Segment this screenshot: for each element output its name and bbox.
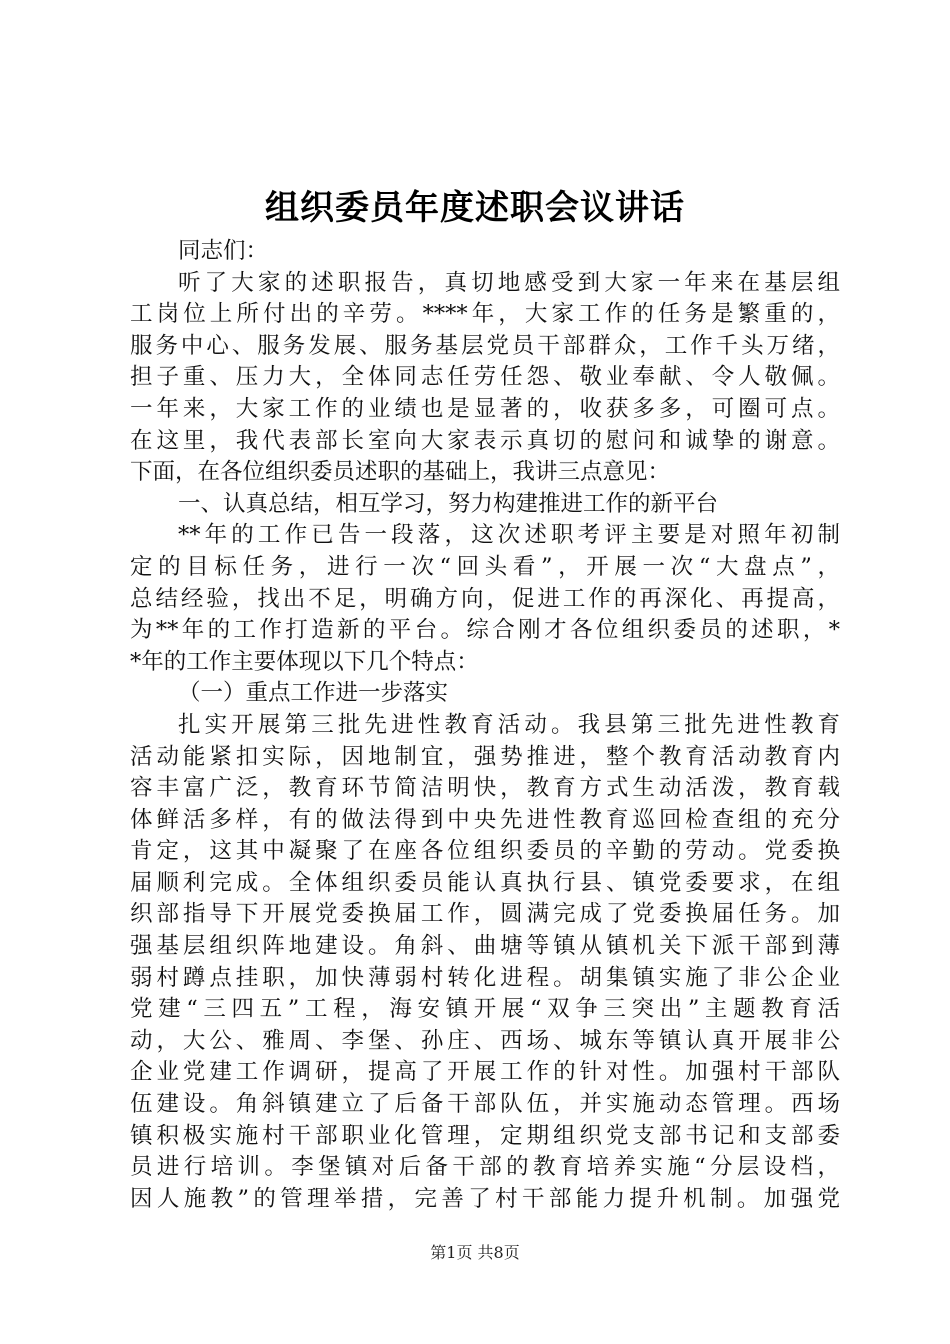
body-line: 体鲜活多样，有的做法得到中央先进性教育巡回检查组的充分 [130,806,840,833]
body-line: 肯定，这其中凝聚了在座各位组织委员的辛勤的劳动。党委换 [130,838,840,865]
body-line: **年的工作已告一段落，这次述职考评主要是对照年初制 [178,522,840,549]
body-line: 弱村蹲点挂职，加快薄弱村转化进程。胡集镇实施了非公企业 [130,964,840,991]
body-line: 织部指导下开展党委换届工作，圆满完成了党委换届任务。加 [130,901,840,928]
body-line: （一）重点工作进一步落实 [178,680,449,707]
body-line: 员进行培训。李堡镇对后备干部的教育培养实施“分层设档， [130,1154,840,1181]
body-line: 党建“三四五”工程，海安镇开展“双争三突出”主题教育活 [130,996,840,1023]
body-line: 强基层组织阵地建设。角斜、曲塘等镇从镇机关下派干部到薄 [130,933,840,960]
body-line: 一年来，大家工作的业绩也是显著的，收获多多，可圈可点。 [130,395,840,422]
body-line: 在这里，我代表部长室向大家表示真切的慰问和诚挚的谢意。 [130,427,840,454]
body-line: 定的目标任务，进行一次“回头看”，开展一次“大盘点”， [130,553,840,580]
body-line: 届顺利完成。全体组织委员能认真执行县、镇党委要求，在组 [130,869,840,896]
body-line: 动，大公、雅周、李堡、孙庄、西场、城东等镇认真开展非公 [130,1027,840,1054]
body-line: 为**年的工作打造新的平台。综合刚才各位组织委员的述职，* [130,617,840,644]
body-line: 同志们： [178,238,269,264]
body-line: 因人施教”的管理举措，完善了村干部能力提升机制。加强党 [130,1185,840,1212]
body-line: 总结经验，找出不足，明确方向，促进工作的再深化、再提高， [130,585,840,612]
body-line: 服务中心、服务发展、服务基层党员干部群众，工作千头万绪， [130,332,840,359]
body-line: 镇积极实施村干部职业化管理，定期组织党支部书记和支部委 [130,1122,840,1149]
document-title: 组织委员年度述职会议讲话 [265,188,685,228]
body-line: 伍建设。角斜镇建立了后备干部队伍，并实施动态管理。西场 [130,1091,840,1118]
body-line: 下面，在各位组织委员述职的基础上，我讲三点意见： [130,459,671,486]
body-line: 扎实开展第三批先进性教育活动。我县第三批先进性教育 [178,711,840,738]
body-line: 听了大家的述职报告，真切地感受到大家一年来在基层组 [178,269,840,296]
page-footer: 第1页 共8页 [430,1243,520,1262]
body-line: *年的工作主要体现以下几个特点： [130,648,479,675]
body-line: 一、认真总结，相互学习，努力构建推进工作的新平台 [178,490,719,517]
body-line: 企业党建工作调研，提高了开展工作的针对性。加强村干部队 [130,1059,840,1086]
document-body [130,236,840,1215]
body-line: 担子重、压力大，全体同志任劳任怨、敬业奉献、令人敬佩。 [130,364,840,391]
body-line: 容丰富广泛，教育环节简洁明快，教育方式生动活泼，教育载 [130,775,840,802]
body-line: 工岗位上所付出的辛劳。****年，大家工作的任务是繁重的， [130,301,840,328]
body-line: 活动能紧扣实际，因地制宜，强势推进，整个教育活动教育内 [130,743,840,770]
